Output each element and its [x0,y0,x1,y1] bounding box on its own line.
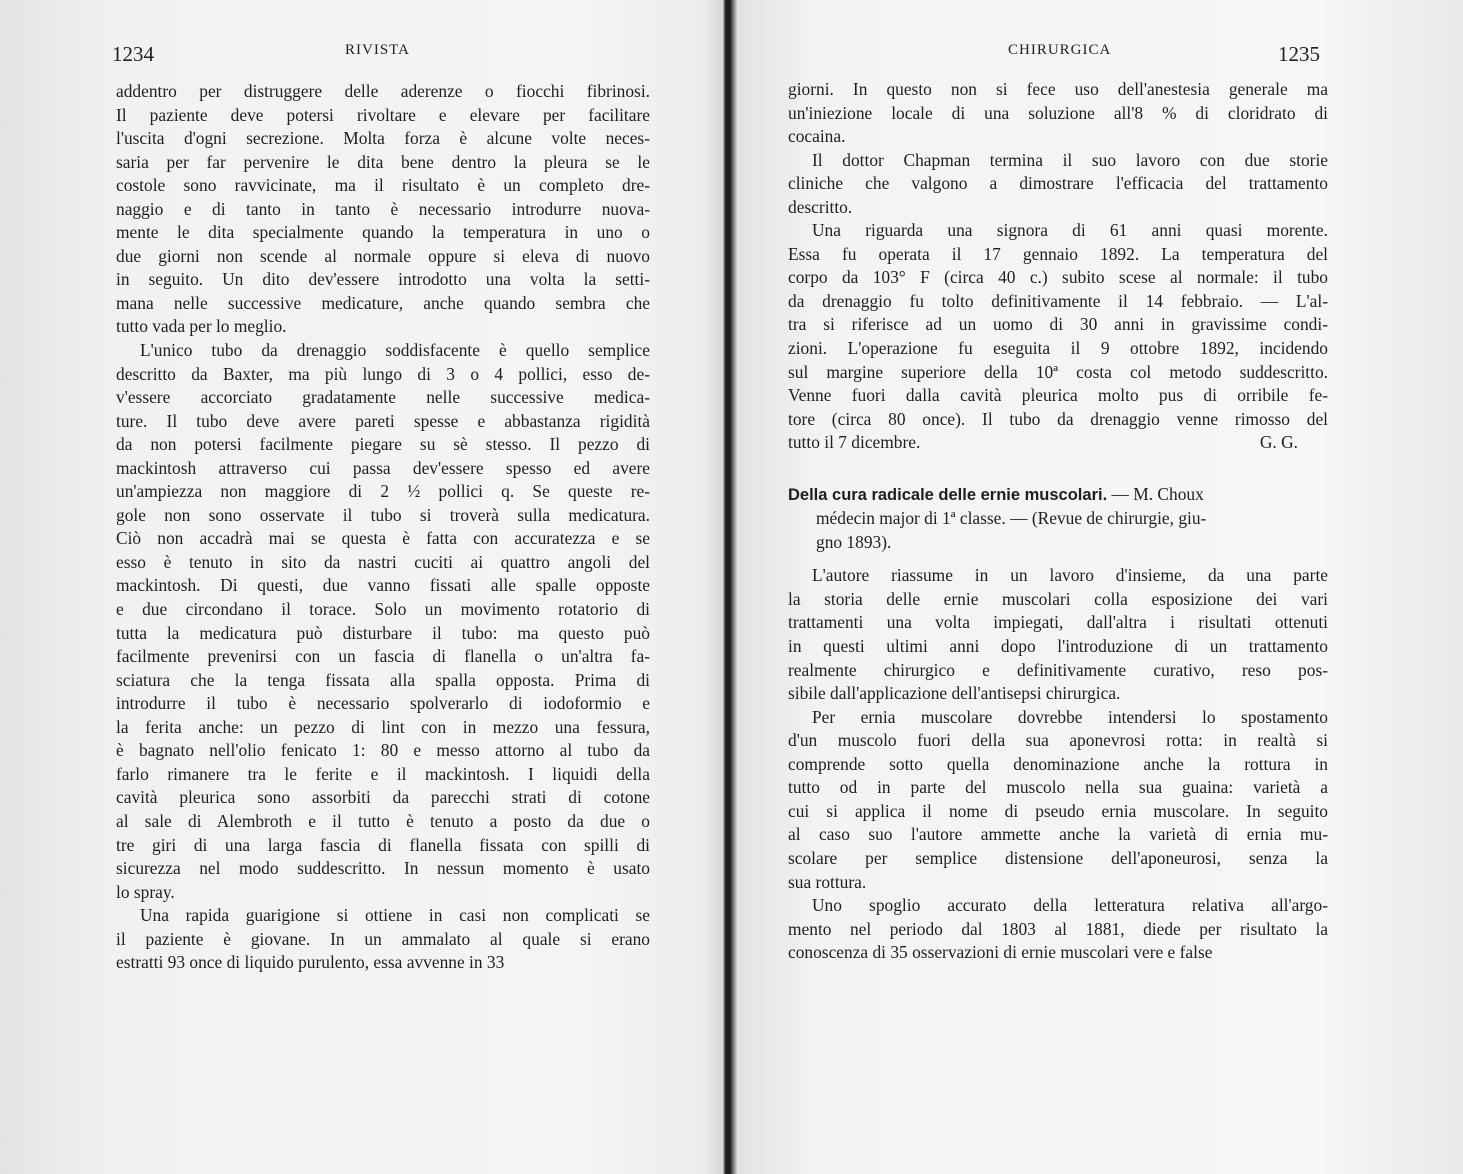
paragraph-definition [788,706,1328,894]
text-line: tutta la medicatura può disturbare il tubo: ma questo può [116,622,650,643]
text-line: mackintosh attraverso cui passa dev'essere spesso ed avere [116,457,650,478]
text-line: corpo da 103° F (circa 40 c.) subito scese al normale: il tubo [788,267,1328,288]
text-line: esso è tenuto in sito da nastri cuciti ai quattro angoli del [116,551,650,572]
text-line: tutto vada per lo meglio. [116,316,287,337]
text-line: gole non sono osservate il tubo si troverà sulla medicatura. [116,504,650,525]
text-line: tore (circa 80 once). Il tubo da drenaggio venne rimosso del [788,408,1328,429]
text-line: descritto da Baxter, ma più lungo di 3 o 4 pollici, esso de- [116,363,650,384]
left-page-number: 1234 [112,42,154,66]
text-line: sua rottura. [788,871,867,892]
text-line: zioni. L'operazione fu eseguita il 9 ottobre 1892, incidendo [788,338,1328,359]
text-line: da non potersi facilmente piegare su sè stesso. Il pezzo di [116,434,650,455]
text-line: tre giri di una larga fascia di flanella fissata con spilli di [116,834,650,855]
text-line: scolare per semplice distensione dell'aponeurosi, senza la [788,847,1328,868]
author-signature: G. G. [1259,432,1298,453]
text-line: facilmente prevenirsi con un fascia di flanella o un'altra fa- [116,646,650,667]
right-running-head: CHIRURGICA [1008,42,1112,58]
text-line: il paziente è giovane. In un ammalato al quale si erano [116,928,650,949]
paragraph-summary [788,564,1328,705]
article-heading-line-1: Della cura radicale delle ernie muscolari. — M. Choux [788,483,1204,504]
text-line: al sale di Alembroth e il tutto è tenuto a posto da due o [116,810,650,831]
text-line: descritto. [788,196,853,217]
right-text-column [788,78,1328,965]
text-line: sicurezza nel modo suddescritto. In nessun momento è usato [116,858,650,879]
text-line: Il paziente deve potersi rivoltare e elevare per facilitare [116,104,650,125]
text-line: addentro per distruggere delle aderenze o fiocchi fibrinosi. [116,81,650,101]
left-page [0,0,720,1174]
text-line: giorni. In questo non si fece uso dell'anestesia generale ma [788,79,1328,99]
text-line: un'ampiezza non maggiore di 2 ½ pollici q. Se queste re- [116,481,650,502]
text-line: in seguito. Un dito dev'essere introdotto una volta la setti- [116,269,650,290]
text-line: cavità pleurica sono assorbiti da parecchi strati di cotone [116,787,650,808]
text-line: mento nel periodo dal 1803 al 1881, diede per risultato la [788,918,1328,939]
left-running-head: RIVISTA [345,42,410,58]
article-heading-line-3: gno 1893). [816,531,892,552]
text-line: mente le dita specialmente quando la temperatura in uno o [116,222,650,243]
text-line: ture. Il tubo deve avere pareti spesse e abbastanza rigidità [116,410,650,431]
text-line: conoscenza di 35 osservazioni di ernie muscolari vere e false [788,942,1213,963]
text-line: estratti 93 once di liquido purulento, essa avvenne in 33 [116,952,505,973]
text-line: costole sono ravvicinate, ma il risultato è un completo dre- [116,175,650,196]
text-line: cliniche che valgono a dimostrare l'efficacia del trattamento [788,173,1328,194]
text-line: v'essere accorciato gradatamente nelle successive medica- [116,387,650,408]
text-line: la storia delle ernie muscolari colla esposizione dei vari [788,588,1328,609]
text-line: Uno spoglio accurato della letteratura relativa all'argo- [812,895,1328,916]
text-line: Ciò non accadrà mai se questa è fatta con accuratezza e se [116,528,650,549]
text-line: Una riguarda una signora di 61 anni quasi morente. [812,220,1328,241]
text-line: al caso suo l'autore ammette anche la varietà di ernia mu- [788,824,1328,845]
text-line: Il dottor Chapman termina il suo lavoro con due storie [812,149,1328,170]
left-text-column [116,80,650,975]
text-line: naggio e di tanto in tanto è necessario introdurre nuova- [116,198,650,219]
text-line: sibile dall'applicazione dell'antisepsi chirurgica. [788,683,1121,704]
paragraph-chapman-conclusion [788,78,1328,431]
text-line: farlo rimanere tra le ferite e il mackintosh. I liquidi della [116,763,650,784]
text-line: comprende sotto quella denominazione anche la rottura in [788,753,1328,774]
text-line: Una rapida guarigione si ottiene in casi non complicati se [140,905,650,926]
text-line: un'iniezione locale di una soluzione all'8 % di cloridrato di [788,102,1328,123]
text-line: e due circondano il torace. Solo un movimento rotatorio di [116,599,650,620]
text-line: due giorni non scende al normale oppure si eleva di nuovo [116,245,650,266]
text-line: in questi ultimi anni dopo l'introduzione di un trattamento [788,636,1328,657]
text-line: tutto od in parte del muscolo nella sua guaina: varietà a [788,777,1328,798]
text-line: Per ernia muscolare dovrebbe intendersi lo spostamento [812,706,1328,727]
text-line: tutto il 7 dicembre. G. G. [788,431,1328,455]
text-line: Essa fu operata il 17 gennaio 1892. La temperatura del [788,243,1328,264]
text-line: introdurre il tubo è necessario spolverarlo di iodoformio e [116,693,650,714]
text-line: saria per far pervenire le dita bene dentro la pleura se le [116,151,650,172]
text-line: sciatura che la tenga fissata alla spalla opposta. Prima di [116,669,650,690]
text-line: mackintosh. Di questi, due vanno fissati alle spalle opposte [116,575,650,596]
text-line: l'uscita d'ogni secrezione. Molta forza è alcune volte neces- [116,128,650,149]
text-line: cui si applica il nome di pseudo ernia muscolare. In seguito [788,800,1328,821]
article-heading-line-2: médecin major di 1ª classe. — (Revue de chirurgie, giu- [816,508,1207,529]
text-line: sul margine superiore della 10ª costa col metodo suddescritto. [788,361,1328,382]
text-line: la ferita anche: un pezzo di lint con in mezzo una fessura, [116,716,650,737]
text-line: L'autore riassume in un lavoro d'insieme, da una parte [812,565,1328,586]
text-line: da drenaggio fu tolto definitivamente il 14 febbraio. — L'al- [788,290,1328,311]
text-line: trattamenti una volta impiegati, dall'altra i risultati ottenuti [788,612,1328,633]
text-line: è bagnato nell'olio fenicato 1: 80 e messo attorno al tubo da [116,740,650,761]
text-line: L'unico tubo da drenaggio soddisfacente è quello semplice [140,340,650,361]
paragraph-literature [788,894,1328,965]
text-line: realmente chirurgico e definitivamente curativo, reso pos- [788,659,1328,680]
right-page [740,0,1463,1174]
right-page-number: 1235 [1278,42,1320,66]
text-line: d'un muscolo fuori della sua aponevrosi rotta: in realtà si [788,730,1328,751]
text-line: Venne fuori dalla cavità pleurica molto pus di orribile fe- [788,385,1328,406]
text-line: cocaina. [788,126,846,147]
text-line: mana nelle successive medicature, anche quando sembra che [116,292,650,313]
text-line: tra si riferisce ad un uomo di 30 anni in gravissime condi- [788,314,1328,335]
article-heading [788,483,1328,555]
text-line: lo spray. [116,881,175,902]
